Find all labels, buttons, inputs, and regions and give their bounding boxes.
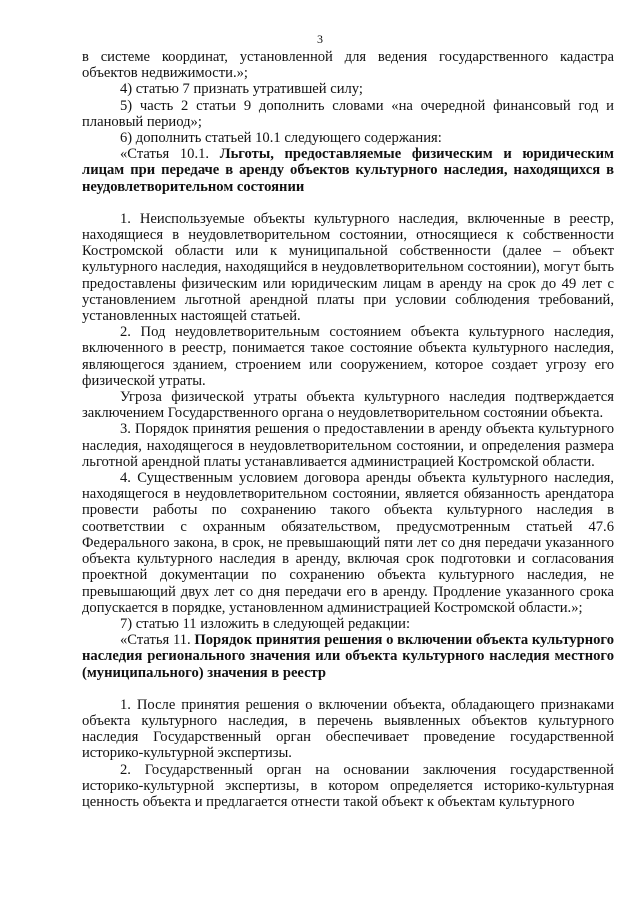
paragraph-p13 <box>82 697 614 762</box>
body-text: «Статья 11. <box>120 632 195 649</box>
paragraph-p06 <box>82 211 614 324</box>
paragraph-p02 <box>82 81 614 97</box>
bold-text: Порядок принятия решения о включении объекта культурного наследия регионального значения или объекта культурного наследия местного (муниципального) значения в реестр <box>82 632 614 681</box>
paragraph-p04 <box>82 130 614 146</box>
body-text: 4. Существенным условием договора аренды объекта культурного наследия, находящегося в неудовлетворительном состоянии, является обязанность арендатора провести работы по сохранению такого объекта культурного наследия в соответствии с охранным обязательством, предусмотренным статьей 47.6 Федерального закона, в срок, не превышающий пяти лет со дня передачи указанного объекта культурного наследия в аренду, включая срок подготовки и согласования проектной документации по сохранению объекта культурного наследия, не превышающий двух лет со дня передачи его в аренду. Продление указанного срока допускается в порядке, установленном администрацией Костромской области.»; <box>82 470 614 616</box>
body-text: 5) часть 2 статьи 9 дополнить словами «на очередной финансовый год и плановый период»; <box>82 97 614 130</box>
body-text: 7) статью 11 изложить в следующей редакции: <box>120 615 411 632</box>
body-text: 2. Государственный орган на основании заключения государственной историко-культурной экспертизы, в котором определяется историко-культурная ценность объекта и предлагается отнести такой объект к объектам культурного <box>82 761 614 810</box>
body-text: 2. Под неудовлетворительным состоянием объекта культурного наследия, включенного в реестр, понимается такое состояние объекта культурного наследия, являющегося зданием, строением или сооружением, которое создает угрозу его физической утраты. <box>82 324 614 389</box>
bold-text: Льготы, предоставляемые физическим и юридическим лицам при передаче в аренду объектов культурного наследия, находящихся в неудовлетворительном состоянии <box>82 146 614 195</box>
body-text: в системе координат, установленной для ведения государственного кадастра объектов недвижимости.»; <box>82 49 614 82</box>
paragraph-p08 <box>82 389 614 421</box>
body-text: 4) статью 7 признать утратившей силу; <box>120 81 363 98</box>
body-text: 3. Порядок принятия решения о предоставлении в аренду объекта культурного наследия, находящегося в неудовлетворительном состоянии, и определения размера льготной арендной платы устанавливается администрацией Костромской области. <box>82 421 614 470</box>
document-body <box>82 49 614 810</box>
paragraph-p05 <box>82 146 614 195</box>
paragraph-p12 <box>82 632 614 681</box>
body-text: Угроза физической утраты объекта культурного наследия подтверждается заключением Государственного органа о неудовлетворительном состоянии объекта. <box>82 389 614 422</box>
body-text: 6) дополнить статьей 10.1 следующего содержания: <box>120 130 442 147</box>
paragraph-gap <box>82 681 614 697</box>
body-text: 1. Неиспользуемые объекты культурного наследия, включенные в реестр, находящиеся в неудовлетворительном состоянии, относящиеся к собственности Костромской области или к муниципальной собственности (далее – объект культурного наследия, находящийся в неудовлетворительном состоянии), могут быть предоставлены физическим или юридическим лицам в аренду на срок до 49 лет с установлением льготной арендной платы при условии соблюдения требований, установленных настоящей статьей. <box>82 210 614 325</box>
paragraph-gap <box>82 195 614 211</box>
paragraph-p01 <box>82 49 614 81</box>
body-text: «Статья 10.1. <box>120 146 220 163</box>
paragraph-p11 <box>82 616 614 632</box>
body-text: 1. После принятия решения о включении объекта, обладающего признаками объекта культурного наследия, в перечень выявленных объектов культурного наследия Государственный орган обеспечивает проведение государственной историко-культурной экспертизы. <box>82 696 614 762</box>
paragraph-p10 <box>82 470 614 616</box>
paragraph-p07 <box>82 324 614 389</box>
page-number: 3 <box>317 32 323 46</box>
paragraph-p09 <box>82 421 614 470</box>
paragraph-p03 <box>82 98 614 130</box>
paragraph-p14 <box>82 762 614 811</box>
